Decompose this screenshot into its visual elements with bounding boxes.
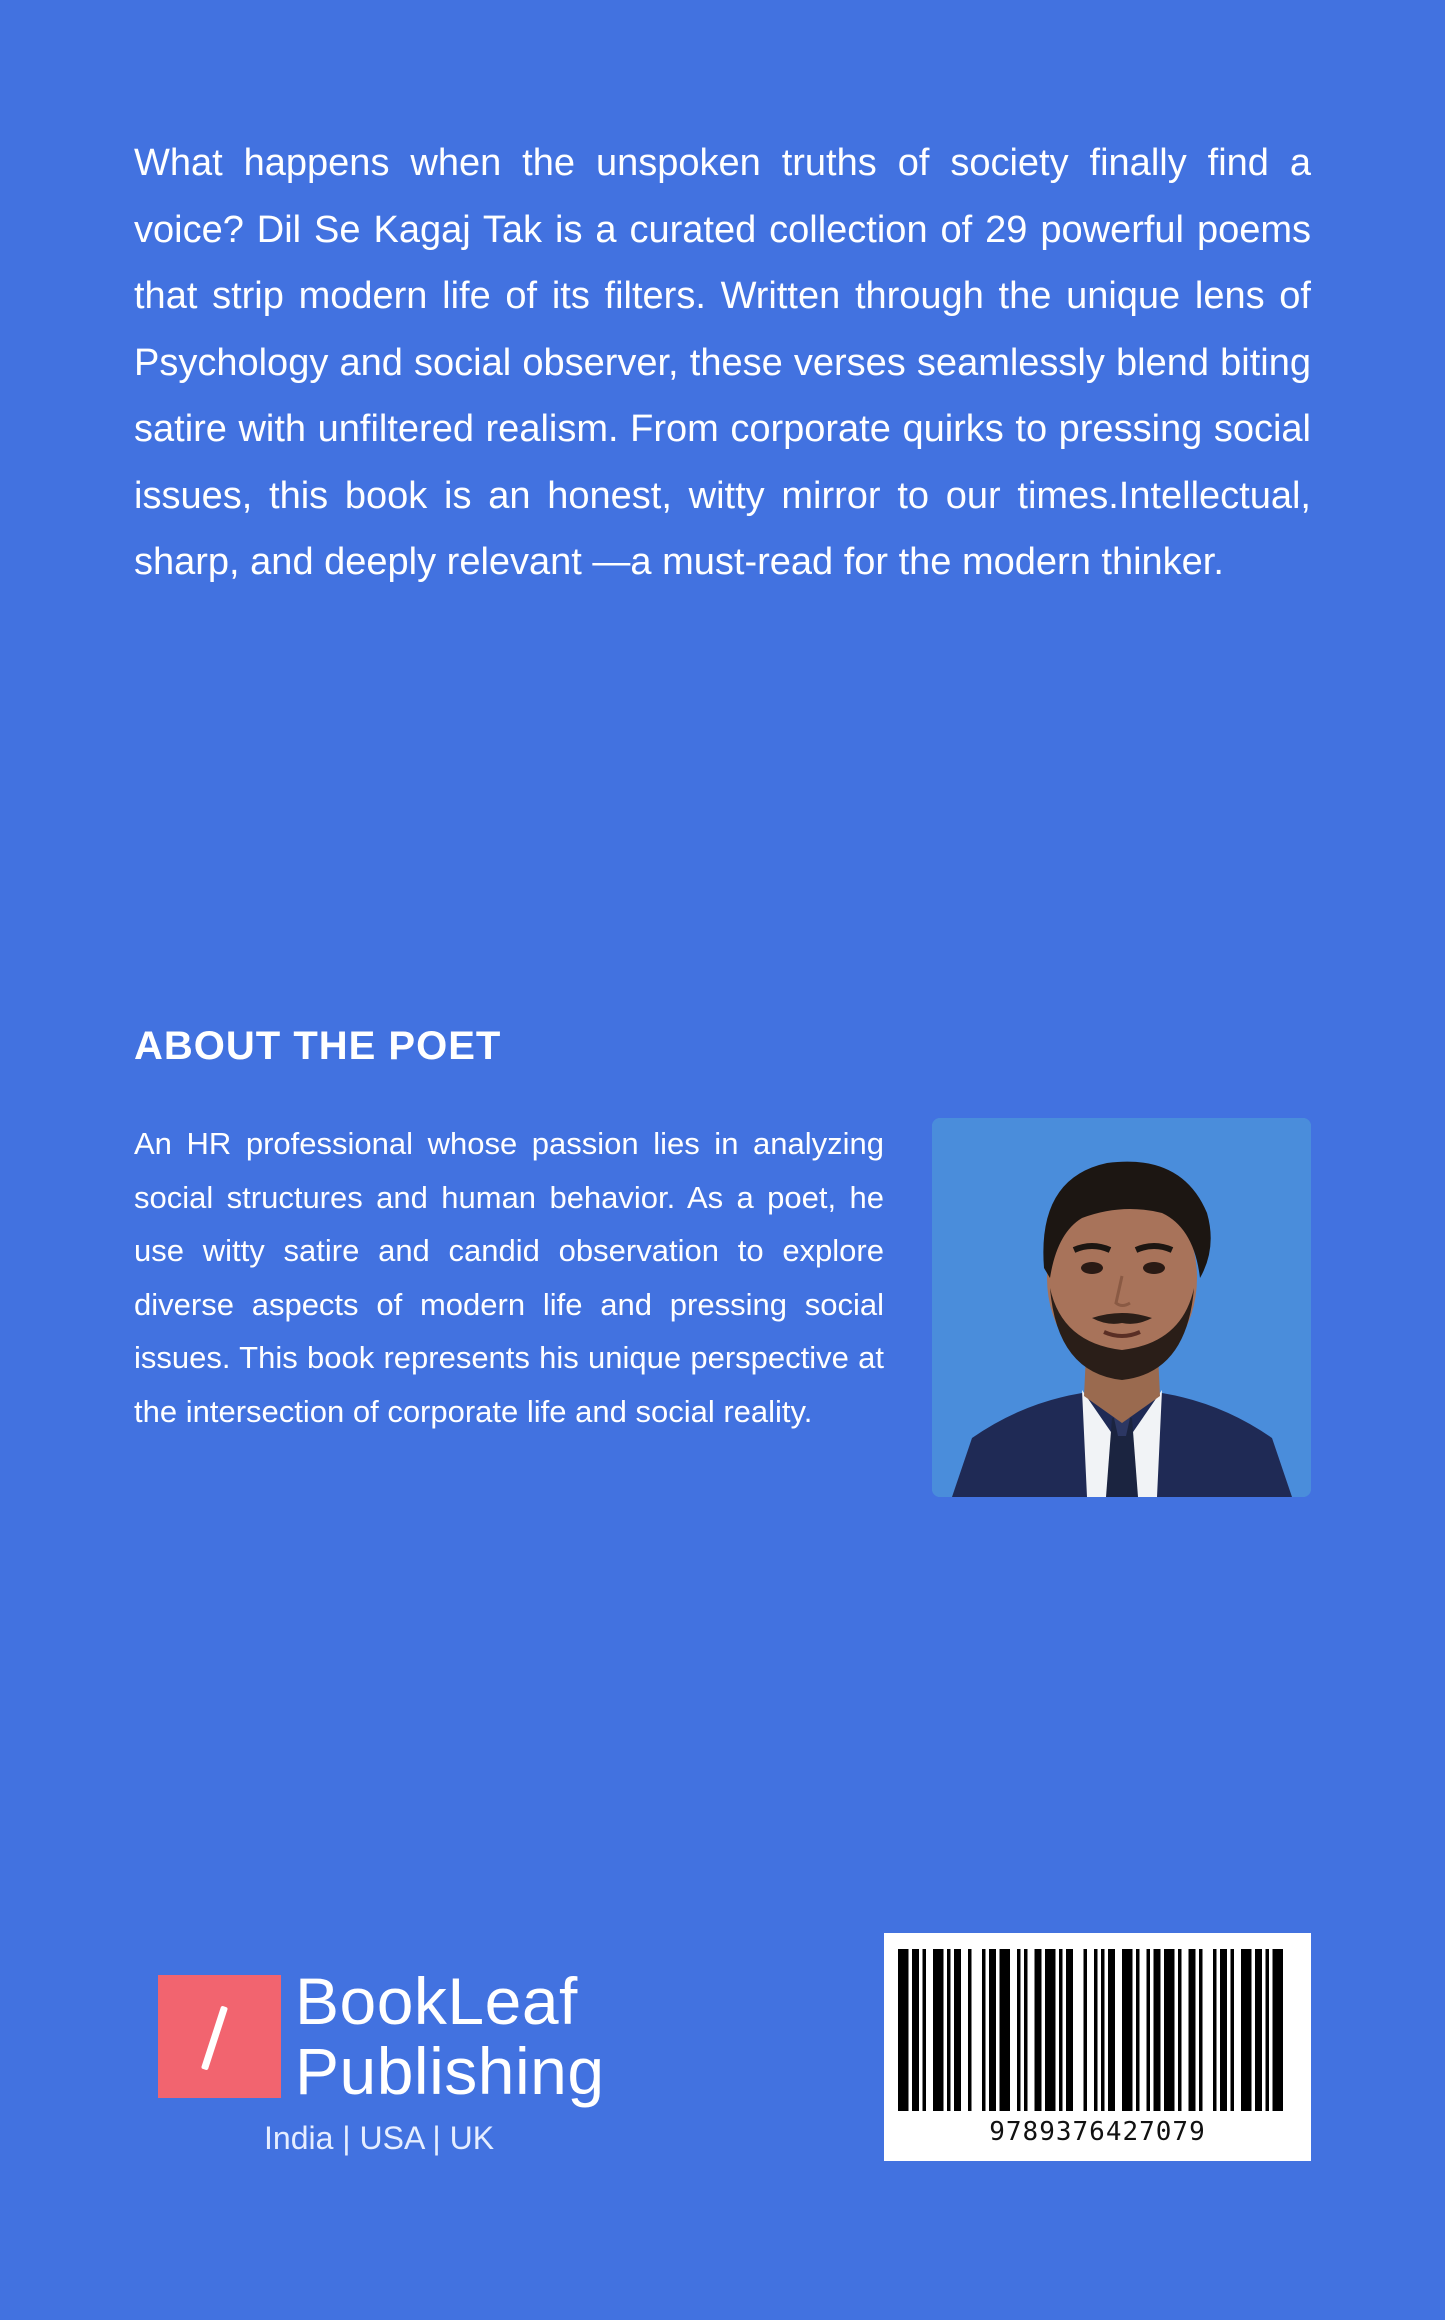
isbn-barcode [884, 1933, 1311, 2161]
isbn-number: 9789376427079 [989, 2117, 1206, 2147]
publisher-tagline: India | USA | UK [264, 2120, 495, 2156]
about-heading: ABOUT THE POET [134, 1024, 502, 1068]
logo-mark-icon [158, 1975, 281, 2098]
logo-slash-icon [201, 2006, 228, 2071]
publisher-logo [158, 1964, 618, 2172]
poet-photo [932, 1118, 1311, 1497]
poet-portrait-image [932, 1118, 1311, 1497]
publisher-name-line1: BookLeaf [295, 1964, 578, 2038]
about-poet-text: An HR professional whose passion lies in analyzing social structures and human behavior. As a poet, he use witty satire and candid observation to explore diverse aspects of modern life and pressing social issues. This book represents his unique perspective at the intersection of corporate life and social reality. [134, 1126, 884, 1429]
publisher-name-line2: Publishing [295, 2034, 605, 2108]
blurb-text: What happens when the unspoken truths of society finally find a voice? Dil Se Kagaj Tak is a curated collection of 29 powerful poems that strip modern life of its filters. Written through the unique lens of Psychology and social observer, these verses seamlessly blend biting satire with unfiltered realism. From corporate quirks to pressing social issues, this book is an honest, witty mirror to our times.Intellectual, sharp, and deeply relevant —a must-read for the modern thinker. [134, 142, 1311, 583]
